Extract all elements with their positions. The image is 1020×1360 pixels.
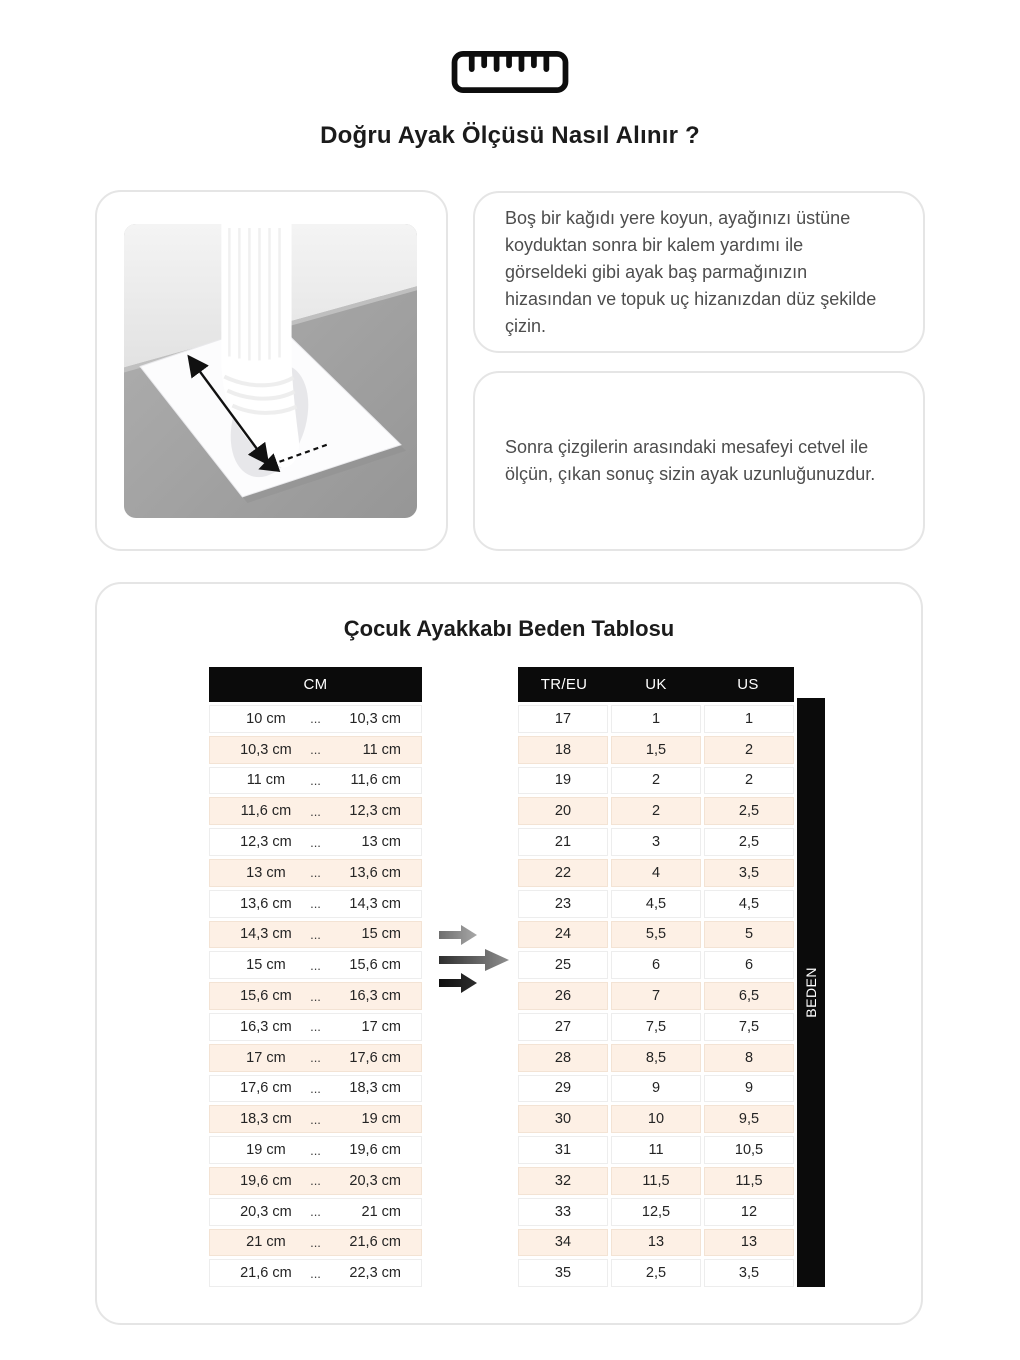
size-cell-uk: 6 (611, 951, 701, 979)
size-cell-us: 2,5 (704, 828, 794, 856)
cm-table-header: CM (209, 667, 422, 702)
size-row (518, 1105, 794, 1133)
size-cell-us: 11,5 (704, 1167, 794, 1195)
cm-row (209, 982, 422, 1010)
cm-separator: ... (310, 834, 321, 850)
cm-row (209, 828, 422, 856)
cm-to: 21,6 cm (349, 1234, 401, 1251)
cm-from: 17,6 cm (240, 1080, 292, 1097)
size-row (518, 1198, 794, 1226)
cm-row (209, 1105, 422, 1133)
cm-table (209, 667, 422, 1287)
size-cell-us: 2,5 (704, 797, 794, 825)
cm-from: 14,3 cm (240, 926, 292, 943)
size-cell-uk: 4,5 (611, 890, 701, 918)
cm-from: 11 cm (246, 772, 286, 789)
size-cell-tr-eu: 32 (518, 1167, 608, 1195)
cm-to: 21 cm (361, 1203, 401, 1220)
cm-row (209, 859, 422, 887)
size-cell-uk: 1 (611, 705, 701, 733)
cm-row (209, 1136, 422, 1164)
cm-from: 19,6 cm (240, 1172, 292, 1189)
size-cell-uk: 11,5 (611, 1167, 701, 1195)
size-cell-us: 8 (704, 1044, 794, 1072)
beden-label-text: BEDEN (803, 967, 819, 1018)
size-cell-tr-eu: 25 (518, 951, 608, 979)
size-row (518, 859, 794, 887)
cm-row (209, 1167, 422, 1195)
size-cell-tr-eu: 22 (518, 859, 608, 887)
size-cell-us: 3,5 (704, 1259, 794, 1287)
size-cell-uk: 1,5 (611, 736, 701, 764)
size-row (518, 921, 794, 949)
size-cell-uk: 5,5 (611, 921, 701, 949)
size-cell-tr-eu: 24 (518, 921, 608, 949)
size-cell-tr-eu: 31 (518, 1136, 608, 1164)
cm-row (209, 890, 422, 918)
cm-row (209, 797, 422, 825)
size-cell-uk: 2,5 (611, 1259, 701, 1287)
cm-to: 15 cm (361, 926, 401, 943)
cm-row (209, 1013, 422, 1041)
size-cell-tr-eu: 23 (518, 890, 608, 918)
col-header-tr-eu: TR/EU (540, 676, 588, 693)
beden-side-label (797, 698, 825, 1287)
size-row (518, 736, 794, 764)
cm-from: 10,3 cm (240, 741, 292, 758)
cm-table-body (209, 705, 422, 1287)
size-row (518, 890, 794, 918)
size-cell-us: 6 (704, 951, 794, 979)
cm-to: 17,6 cm (349, 1049, 401, 1066)
size-cell-uk: 8,5 (611, 1044, 701, 1072)
cm-to: 13 cm (361, 834, 401, 851)
cm-separator: ... (310, 1019, 321, 1035)
cm-separator: ... (310, 742, 321, 758)
size-cell-tr-eu: 28 (518, 1044, 608, 1072)
size-row (518, 1075, 794, 1103)
cm-from: 21,6 cm (240, 1265, 292, 1282)
cm-separator: ... (310, 1265, 321, 1281)
international-size-table (518, 667, 794, 1287)
cm-row (209, 1044, 422, 1072)
cm-separator: ... (310, 1111, 321, 1127)
cm-from: 15 cm (246, 957, 286, 974)
size-cell-tr-eu: 19 (518, 767, 608, 795)
size-row (518, 828, 794, 856)
size-cell-us: 4,5 (704, 890, 794, 918)
page-title: Doğru Ayak Ölçüsü Nasıl Alınır ? (320, 122, 700, 149)
cm-to: 15,6 cm (349, 957, 401, 974)
size-cell-us: 9 (704, 1075, 794, 1103)
cm-to: 13,6 cm (349, 864, 401, 881)
size-cell-tr-eu: 34 (518, 1229, 608, 1257)
size-table-header (518, 667, 794, 702)
cm-from: 12,3 cm (240, 834, 292, 851)
size-table-card (95, 582, 923, 1325)
cm-separator: ... (310, 926, 321, 942)
cm-row (209, 951, 422, 979)
size-cell-us: 9,5 (704, 1105, 794, 1133)
cm-from: 10 cm (246, 710, 286, 727)
size-cell-uk: 10 (611, 1105, 701, 1133)
size-cell-us: 1 (704, 705, 794, 733)
cm-from: 15,6 cm (240, 988, 292, 1005)
cm-from: 20,3 cm (240, 1203, 292, 1220)
size-row (518, 951, 794, 979)
size-row (518, 767, 794, 795)
cm-to: 11,6 cm (350, 772, 401, 789)
size-row (518, 1044, 794, 1072)
size-cell-tr-eu: 20 (518, 797, 608, 825)
col-header-us: US (737, 676, 759, 693)
size-cell-us: 7,5 (704, 1013, 794, 1041)
cm-separator: ... (310, 1142, 321, 1158)
size-cell-tr-eu: 27 (518, 1013, 608, 1041)
cm-to: 20,3 cm (349, 1172, 401, 1189)
cm-to: 11 cm (362, 741, 401, 758)
size-cell-us: 13 (704, 1229, 794, 1257)
size-cell-us: 2 (704, 767, 794, 795)
size-cell-tr-eu: 21 (518, 828, 608, 856)
col-header-uk: UK (645, 676, 667, 693)
size-cell-uk: 3 (611, 828, 701, 856)
conversion-arrows-icon (437, 920, 513, 998)
cm-separator: ... (310, 1204, 321, 1220)
cm-separator: ... (310, 803, 321, 819)
cm-separator: ... (310, 896, 321, 912)
cm-row (209, 921, 422, 949)
size-row (518, 705, 794, 733)
cm-to: 17 cm (361, 1018, 401, 1035)
size-table-title: Çocuk Ayakkabı Beden Tablosu (343, 616, 675, 641)
size-cell-us: 6,5 (704, 982, 794, 1010)
size-cell-tr-eu: 30 (518, 1105, 608, 1133)
foot-measurement-photo (124, 224, 417, 518)
cm-to: 19,6 cm (349, 1142, 401, 1159)
cm-from: 18,3 cm (240, 1111, 292, 1128)
cm-to: 19 cm (361, 1111, 401, 1128)
cm-separator: ... (310, 772, 321, 788)
size-cell-uk: 2 (611, 767, 701, 795)
cm-from: 17 cm (246, 1049, 286, 1066)
cm-separator: ... (310, 1173, 321, 1189)
size-cell-uk: 7 (611, 982, 701, 1010)
cm-separator: ... (310, 865, 321, 881)
size-row (518, 982, 794, 1010)
cm-row (209, 1075, 422, 1103)
cm-separator: ... (310, 1080, 321, 1096)
instruction-step-1: Boş bir kağıdı yere koyun, ayağınızı üstüne koyduktan sonra bir kalem yardımı ile görseldeki gibi ayak baş parmağınızın hizasından ve topuk uç hizanızdan düz şekilde çizin. (505, 207, 877, 336)
cm-to: 10,3 cm (349, 710, 401, 727)
cm-from: 21 cm (246, 1234, 286, 1251)
cm-from: 13,6 cm (240, 895, 292, 912)
instruction-step-2: Sonra çizgilerin arasındaki mesafeyi cetvel ile ölçün, çıkan sonuç sizin ayak uzunluğunuzdur. (505, 437, 876, 484)
size-cell-uk: 2 (611, 797, 701, 825)
size-cell-tr-eu: 17 (518, 705, 608, 733)
cm-to: 16,3 cm (349, 988, 401, 1005)
size-row (518, 1167, 794, 1195)
cm-separator: ... (310, 1234, 321, 1250)
size-cell-uk: 13 (611, 1229, 701, 1257)
size-table-body (518, 705, 794, 1287)
instruction-card-1 (473, 191, 925, 353)
cm-from: 11,6 cm (240, 803, 292, 820)
size-cell-uk: 7,5 (611, 1013, 701, 1041)
cm-row (209, 705, 422, 733)
size-cell-us: 5 (704, 921, 794, 949)
cm-to: 22,3 cm (349, 1265, 401, 1282)
size-cell-tr-eu: 26 (518, 982, 608, 1010)
size-cell-uk: 9 (611, 1075, 701, 1103)
cm-separator: ... (310, 1050, 321, 1066)
cm-row (209, 1198, 422, 1226)
cm-to: 14,3 cm (349, 895, 401, 912)
size-cell-tr-eu: 18 (518, 736, 608, 764)
size-cell-tr-eu: 29 (518, 1075, 608, 1103)
cm-to: 18,3 cm (349, 1080, 401, 1097)
size-row (518, 1013, 794, 1041)
measurement-photo-card (95, 190, 448, 551)
size-cell-uk: 12,5 (611, 1198, 701, 1226)
ruler-icon (0, 50, 1020, 94)
cm-row (209, 1259, 422, 1287)
size-cell-uk: 11 (611, 1136, 701, 1164)
size-cell-us: 10,5 (704, 1136, 794, 1164)
cm-from: 16,3 cm (240, 1018, 292, 1035)
size-row (518, 797, 794, 825)
size-cell-us: 3,5 (704, 859, 794, 887)
size-cell-uk: 4 (611, 859, 701, 887)
size-cell-tr-eu: 33 (518, 1198, 608, 1226)
instruction-card-2 (473, 371, 925, 551)
cm-separator: ... (310, 711, 321, 727)
cm-row (209, 767, 422, 795)
cm-row (209, 1229, 422, 1257)
cm-row (209, 736, 422, 764)
cm-separator: ... (310, 957, 321, 973)
size-row (518, 1136, 794, 1164)
size-cell-us: 2 (704, 736, 794, 764)
size-row (518, 1259, 794, 1287)
size-row (518, 1229, 794, 1257)
size-cell-tr-eu: 35 (518, 1259, 608, 1287)
cm-to: 12,3 cm (349, 803, 401, 820)
cm-from: 13 cm (246, 864, 286, 881)
cm-separator: ... (310, 988, 321, 1004)
size-cell-us: 12 (704, 1198, 794, 1226)
ruler-icon-svg (449, 50, 571, 94)
cm-from: 19 cm (246, 1142, 286, 1159)
